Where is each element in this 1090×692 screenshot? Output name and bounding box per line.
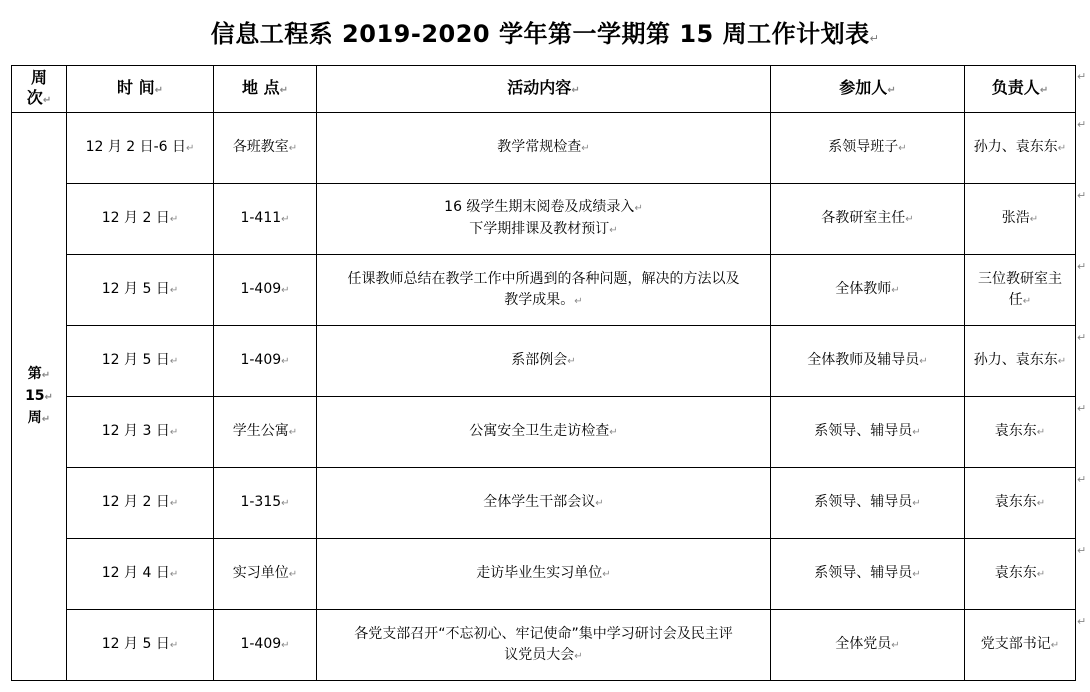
cell-participants: 系领导班子↵: [771, 113, 965, 184]
cell-content: 教学常规检查↵: [317, 113, 771, 184]
cell-participants: 系领导、辅导员↵: [771, 468, 965, 539]
title-text: 信息工程系 2019-2020 学年第一学期第 15 周工作计划表: [210, 20, 870, 48]
work-plan-table: [11, 65, 1076, 681]
cell-content: 各党支部召开“不忘初心、牢记使命”集中学习研讨会及民主评 议党员大会↵: [317, 610, 771, 681]
header-participants: 参加人↵: [771, 66, 965, 113]
cell-participants: 全体党员↵: [771, 610, 965, 681]
cell-time: 12 月 5 日↵: [67, 255, 214, 326]
table-row: [12, 468, 1076, 539]
document-title: [0, 14, 1090, 49]
header-content: 活动内容↵: [317, 66, 771, 113]
cell-place: 实习单位↵: [214, 539, 317, 610]
cell-place: 1-315↵: [214, 468, 317, 539]
cell-participants: 全体教师↵: [771, 255, 965, 326]
table-row: [12, 113, 1076, 184]
table-row: [12, 610, 1076, 681]
cell-time: 12 月 5 日↵: [67, 326, 214, 397]
cell-place: 1-411↵: [214, 184, 317, 255]
cell-participants: 系领导、辅导员↵: [771, 397, 965, 468]
row-end-mark-icon: ↵: [1077, 473, 1087, 486]
cell-content: 16 级学生期末阅卷及成绩录入↵ 下学期排课及教材预订↵: [317, 184, 771, 255]
cell-owner: 张浩↵: [965, 184, 1076, 255]
table-row: [12, 397, 1076, 468]
cell-owner: 三位教研室主 任↵: [965, 255, 1076, 326]
cell-place: 学生公寓↵: [214, 397, 317, 468]
cell-place: 1-409↵: [214, 326, 317, 397]
cell-owner: 袁东东↵: [965, 539, 1076, 610]
cell-time: 12 月 2 日-6 日↵: [67, 113, 214, 184]
cell-content: 走访毕业生实习单位↵: [317, 539, 771, 610]
row-end-mark-icon: ↵: [1077, 331, 1087, 344]
table-row: [12, 184, 1076, 255]
cell-time: 12 月 3 日↵: [67, 397, 214, 468]
cell-content: 全体学生干部会议↵: [317, 468, 771, 539]
row-end-mark-icon: ↵: [1077, 189, 1087, 202]
cell-content: 公寓安全卫生走访检查↵: [317, 397, 771, 468]
header-row: [12, 66, 1076, 113]
cell-owner: 孙力、袁东东↵: [965, 113, 1076, 184]
cell-place: 1-409↵: [214, 255, 317, 326]
cell-content: 任课教师总结在教学工作中所遇到的各种问题，解决的方法以及 教学成果。↵: [317, 255, 771, 326]
row-end-mark-icon: ↵: [1077, 118, 1087, 131]
header-time: 时 间↵: [67, 66, 214, 113]
header-place: 地 点↵: [214, 66, 317, 113]
paragraph-mark-icon: ↵: [869, 32, 880, 45]
row-end-mark-icon: ↵: [1077, 544, 1087, 557]
row-end-mark-icon: ↵: [1077, 260, 1087, 273]
table-row: [12, 326, 1076, 397]
row-end-mark-icon: ↵: [1077, 615, 1087, 628]
cell-participants: 全体教师及辅导员↵: [771, 326, 965, 397]
header-week: 周 次↵: [12, 66, 67, 113]
cell-owner: 党支部书记↵: [965, 610, 1076, 681]
row-end-mark-icon: ↵: [1077, 402, 1087, 415]
cell-owner: 袁东东↵: [965, 397, 1076, 468]
cell-place: 1-409↵: [214, 610, 317, 681]
row-end-mark-icon: ↵: [1077, 70, 1087, 83]
cell-time: 12 月 2 日↵: [67, 184, 214, 255]
table-row: [12, 255, 1076, 326]
cell-participants: 系领导、辅导员↵: [771, 539, 965, 610]
cell-owner: 袁东东↵: [965, 468, 1076, 539]
cell-owner: 孙力、袁东东↵: [965, 326, 1076, 397]
cell-time: 12 月 4 日↵: [67, 539, 214, 610]
cell-participants: 各教研室主任↵: [771, 184, 965, 255]
cell-time: 12 月 5 日↵: [67, 610, 214, 681]
cell-place: 各班教室↵: [214, 113, 317, 184]
header-owner: 负责人↵: [965, 66, 1076, 113]
cell-content: 系部例会↵: [317, 326, 771, 397]
week-label-cell: 第↵ 15↵ 周↵: [12, 113, 67, 681]
table-row: [12, 539, 1076, 610]
cell-time: 12 月 2 日↵: [67, 468, 214, 539]
